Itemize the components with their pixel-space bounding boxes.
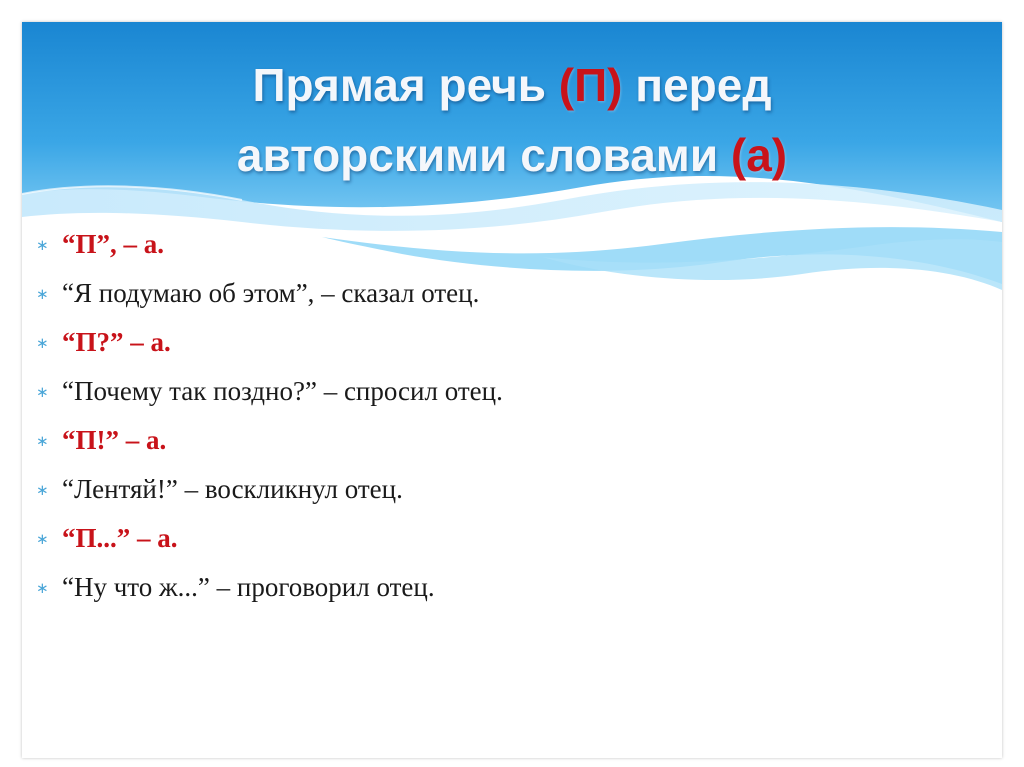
example-item (34, 465, 974, 514)
asterisk-bullet-icon: ∗ (36, 529, 49, 548)
list-item-text: “Я подумаю об этом”, – сказал отец. (62, 278, 480, 308)
pattern-item (34, 514, 974, 563)
title-line-1: Прямая речь (П) перед (252, 59, 772, 111)
bullet-list (34, 220, 974, 612)
list-item-text: “П”, – а. (62, 229, 165, 259)
list-item-text: “П!” – а. (62, 425, 167, 455)
title-highlight-a: (а) (730, 129, 788, 181)
example-item (34, 269, 974, 318)
asterisk-bullet-icon: ∗ (36, 480, 49, 499)
asterisk-bullet-icon: ∗ (36, 284, 49, 303)
asterisk-bullet-icon: ∗ (36, 431, 49, 450)
asterisk-bullet-icon: ∗ (36, 578, 49, 597)
list-item-text: “Лентяй!” – воскликнул отец. (62, 474, 403, 504)
list-item-text: “Почему так поздно?” – спросил отец. (62, 376, 503, 406)
title-line-2: авторскими словами (а) (236, 129, 788, 181)
example-item (34, 563, 974, 612)
list-item-text: “Ну что ж...” – проговорил отец. (62, 572, 435, 602)
asterisk-bullet-icon: ∗ (36, 235, 49, 254)
slide-title (22, 50, 1002, 190)
asterisk-bullet-icon: ∗ (36, 382, 49, 401)
slide (22, 22, 1002, 758)
pattern-item (34, 318, 974, 367)
title-highlight-p: (П) (558, 59, 623, 111)
pattern-item (34, 220, 974, 269)
asterisk-bullet-icon: ∗ (36, 333, 49, 352)
example-item (34, 367, 974, 416)
list-item-text: “П?” – а. (62, 327, 171, 357)
pattern-item (34, 416, 974, 465)
list-item-text: “П...” – а. (62, 523, 178, 553)
